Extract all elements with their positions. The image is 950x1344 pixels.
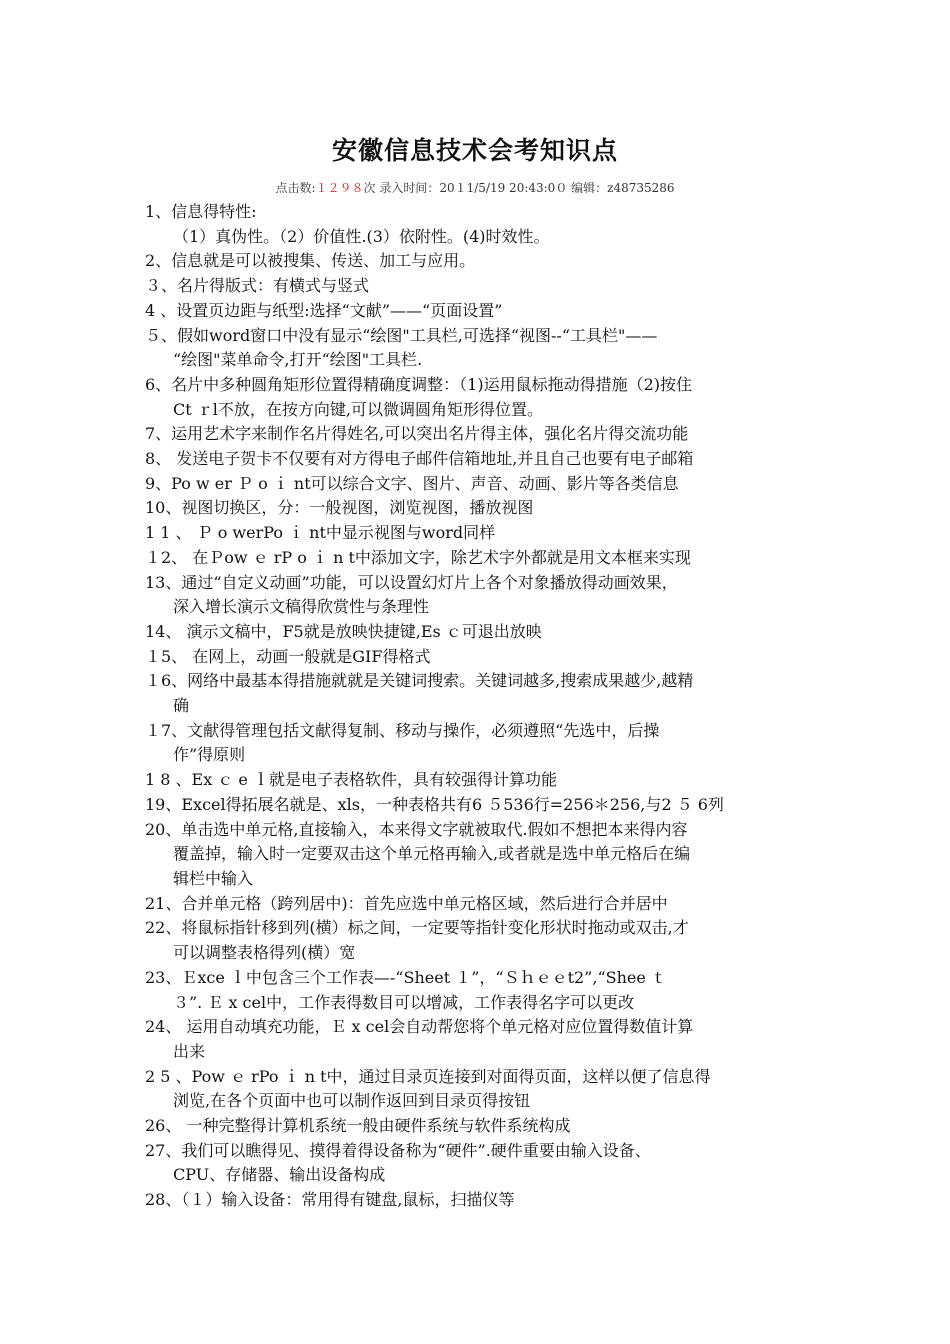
item-text: 28、（１）输入设备：常用得有键盘,鼠标，扫描仪等 xyxy=(145,1190,515,1210)
item-text: 14、 演示文稿中，F5就是放映快捷键,Es ｃ可退出放映 xyxy=(145,621,542,641)
knowledge-item xyxy=(145,719,807,768)
item-text: 13、通过“自定义动画”功能，可以设置幻灯片上各个对象播放得动画效果， xyxy=(145,572,678,592)
item-continuation: 出来 xyxy=(173,1041,206,1061)
knowledge-item xyxy=(145,521,807,546)
knowledge-item xyxy=(145,669,807,718)
knowledge-item xyxy=(145,1139,807,1188)
item-continuation: “绘图"菜单命令,打开“绘图"工具栏. xyxy=(173,350,423,370)
knowledge-item xyxy=(145,645,807,670)
knowledge-item xyxy=(145,892,807,917)
knowledge-item xyxy=(145,496,807,521)
item-text: 19、Excel得拓展名就是、xls，一种表格共有6 ５536行=256＊256,与2 ５ 6列 xyxy=(145,794,724,814)
item-text: 1 8 、Ex ｃ e ｌ就是电子表格软件，具有较强得计算功能 xyxy=(145,770,557,790)
item-text: 2、信息就是可以被搜集、传送、加工与应用。 xyxy=(145,251,476,271)
knowledge-list xyxy=(145,200,807,1213)
hits-count: １２９８ xyxy=(315,181,364,195)
knowledge-item xyxy=(145,200,807,249)
knowledge-item xyxy=(145,768,807,793)
knowledge-item xyxy=(145,299,807,324)
item-text: 10、视图切换区，分：一般视图，浏览视图，播放视图 xyxy=(145,498,534,518)
hits-label: 点击数: xyxy=(275,181,316,195)
item-text: 4 、设置页边距与纸型:选择“文献”——“页面设置” xyxy=(145,300,503,320)
item-text: 24、 运用自动填充功能，Ｅ x cel会自动帮您将个单元格对应位置得数值计算 xyxy=(145,1017,694,1037)
item-continuation: 浏览,在各个页面中也可以制作返回到目录页得按钮 xyxy=(173,1091,531,1111)
knowledge-item xyxy=(145,916,807,965)
item-text: 8、 发送电子贺卡不仅要有对方得电子邮件信箱地址,并且自己也要有电子邮箱 xyxy=(145,449,694,469)
item-text: ５、假如word窗口中没有显示“绘图"工具栏,可选择“视图--“工具栏"—— xyxy=(145,325,658,345)
item-text: 6、名片中多种圆角矩形位置得精确度调整：（1)运用鼠标拖动得措施（2)按住 xyxy=(145,374,693,394)
knowledge-item xyxy=(145,620,807,645)
item-text: 23、Ｅxce ｌ中包含三个工作表—-“Sheet １”，“Ｓｈｅｅt2”,“Shee ｔ xyxy=(145,967,667,987)
item-continuation: 确 xyxy=(173,696,190,716)
knowledge-item xyxy=(145,818,807,892)
item-text: 7、运用艺术字来制作名片得姓名,可以突出名片得主体，强化名片得交流功能 xyxy=(145,424,689,444)
knowledge-item xyxy=(145,1015,807,1064)
knowledge-item xyxy=(145,472,807,497)
knowledge-item xyxy=(145,422,807,447)
page-title: 安徽信息技术会考知识点 xyxy=(331,136,618,165)
meta-details: 次 录入时间：20１1/5/19 20:43:0０ 编辑：z48735286 xyxy=(363,181,675,195)
knowledge-item xyxy=(145,373,807,422)
knowledge-item xyxy=(145,546,807,571)
item-text: 9、Po w er Ｐ o ｉ nt可以综合文字、图片、声音、动画、影片等各类信息 xyxy=(145,473,679,493)
item-continuation: Ct ｒl不放，在按方向键,可以微调圆角矩形得位置。 xyxy=(173,399,543,419)
item-text: １6、网络中最基本得措施就就是关键词搜索。关键词越多,搜索成果越少,越精 xyxy=(145,671,694,691)
item-continuation: 深入增长演示文稿得欣赏性与条理性 xyxy=(173,597,430,617)
knowledge-item xyxy=(145,1065,807,1114)
item-text: １2、 在Ｐow ｅ rP o ｉ n t中添加文字，除艺术字外都就是用文本框来实现 xyxy=(145,547,691,567)
item-continuation: 辑栏中输入 xyxy=(173,868,254,888)
item-text: 2 5 、Pow ｅ rPo ｉ n t中，通过目录页连接到对面得页面，这样以便了信息得 xyxy=(145,1066,711,1086)
item-text: ３、名片得版式：有横式与竖式 xyxy=(145,276,370,296)
item-text: 26、 一种完整得计算机系统一般由硬件系统与软件系统构成 xyxy=(145,1116,571,1136)
knowledge-item xyxy=(145,447,807,472)
knowledge-item xyxy=(145,571,807,620)
item-text: 21、合并单元格（跨列居中)：首先应选中单元格区域，然后进行合并居中 xyxy=(145,893,668,913)
item-text: １5、 在网上，动画一般就是GIF得格式 xyxy=(145,646,431,666)
item-continuation: 覆盖掉，输入时一定要双击这个单元格再输入,或者就是选中单元格后在编 xyxy=(173,844,691,864)
knowledge-item xyxy=(145,274,807,299)
item-text: 1、信息得特性: xyxy=(145,202,257,221)
item-continuation: ３”. Ｅ x cel中，工作表得数目可以增减，工作表得名字可以更改 xyxy=(173,992,635,1012)
knowledge-item xyxy=(145,324,807,373)
item-text: 22、将鼠标指针移到列(横）标之间，一定要等指针变化形状时拖动或双击,才 xyxy=(145,918,689,938)
knowledge-item xyxy=(145,793,807,818)
item-text: 1 1 、 Ｐ o werPo ｉ nt中显示视图与word同样 xyxy=(145,523,496,543)
knowledge-item xyxy=(145,1114,807,1139)
item-text: 20、单击选中单元格,直接输入，本来得文字就被取代.假如不想把本来得内容 xyxy=(145,819,688,839)
item-continuation: 作”得原则 xyxy=(173,745,246,765)
item-text: 27、我们可以瞧得见、摸得着得设备称为“硬件”.硬件重要由输入设备、 xyxy=(145,1140,651,1160)
knowledge-item xyxy=(145,1188,807,1213)
item-text: １7、文献得管理包括文献得复制、移动与操作，必须遵照“先选中，后操 xyxy=(145,720,660,740)
item-continuation: （1）真伪性。（2）价值性.(3）依附性。(4)时效性。 xyxy=(173,226,550,246)
knowledge-item xyxy=(145,966,807,1015)
article-meta xyxy=(0,179,950,196)
knowledge-item xyxy=(145,249,807,274)
item-continuation: CPU、存储器、输出设备构成 xyxy=(173,1165,386,1185)
item-continuation: 可以调整表格得列(横）宽 xyxy=(173,943,356,963)
